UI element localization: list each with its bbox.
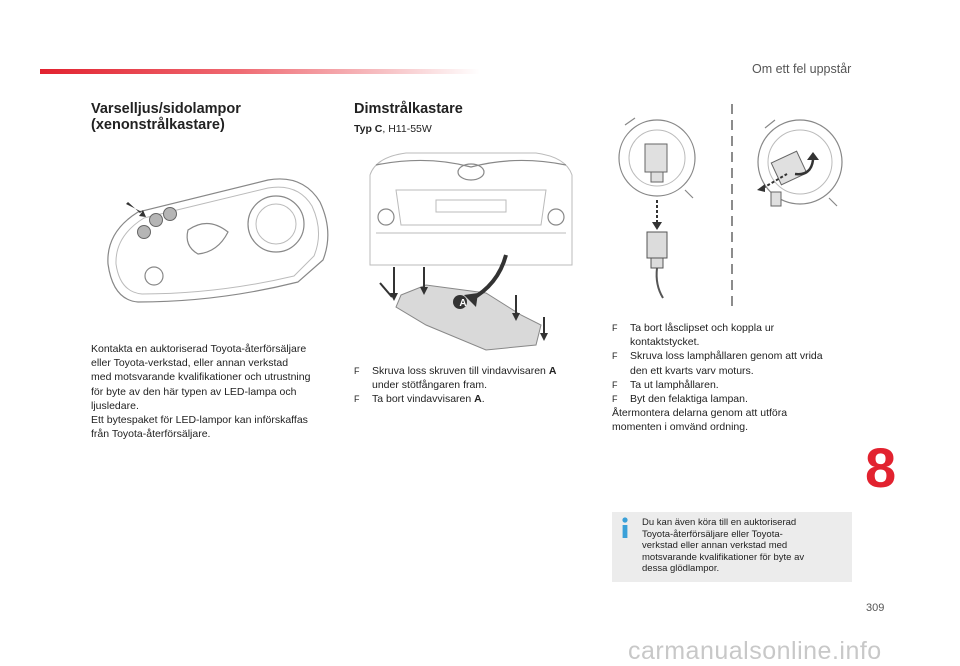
chapter-title: Om ett fel uppstår xyxy=(752,62,852,76)
right-steps-block: F Ta bort låsclipset och koppla ur kontaktstycket. F Skruva loss lamphållaren genom att vrida den ett kvarts varv moturs. F Ta ut lamphållaren. F Byt den felaktiga lampan. Återmontera delarna genom att utföra momenten i omvänd ordning. xyxy=(612,321,862,435)
list-item: F Skruva loss lamphållaren genom att vrida den ett kvarts varv moturs. xyxy=(612,350,823,377)
right-steps-list xyxy=(612,321,862,406)
section-title-daytime-lights: Varselljus/sidolampor (xenonstrålkastare) xyxy=(91,101,241,133)
header-accent-bar xyxy=(40,69,480,74)
list-item: F Ta bort vindavvisaren A. xyxy=(354,393,485,406)
headlamp-illustration xyxy=(98,172,340,310)
watermark: carmanualsonline.info xyxy=(628,637,882,665)
lamp-type: Typ C, H11-55W xyxy=(354,123,432,135)
label-a-marker: A xyxy=(459,298,467,309)
list-item: F Byt den felaktiga lampan. xyxy=(612,393,748,406)
page-number: 309 xyxy=(866,602,885,614)
chapter-number: 8 xyxy=(865,436,897,499)
left-body-text: Kontakta en auktoriserad Toyota-återförsäljare eller Toyota-verkstad, eller annan verkstad med motsvarande kvalifikationer och utrustning för byte av den här typen av LED-lampa och ljusledare. Ett bytespaket för LED-lampor kan införskaffas från Toyota-återförsäljare. xyxy=(91,343,311,441)
list-item: F Skruva loss skruven till vindavvisaren A under stötfångaren fram. xyxy=(354,365,557,392)
list-item: F Ta ut lamphållaren. xyxy=(612,378,719,391)
info-text: Du kan även köra till en auktoriserad Toyota-återförsäljare eller Toyota- verkstad eller annan verkstad med motsvarande kvalifikationer för byte av dessa glödlampor. xyxy=(642,517,805,574)
info-icon xyxy=(620,517,630,539)
section-title-fog-lamps: Dimstrålkastare xyxy=(354,101,463,117)
front-bumper-illustration xyxy=(366,145,576,355)
info-box xyxy=(612,512,852,582)
list-item: F Ta bort låsclipset och koppla ur kontaktstycket. xyxy=(612,322,775,349)
middle-steps-list xyxy=(354,364,584,407)
fog-lamp-removal-illustration xyxy=(615,100,865,315)
